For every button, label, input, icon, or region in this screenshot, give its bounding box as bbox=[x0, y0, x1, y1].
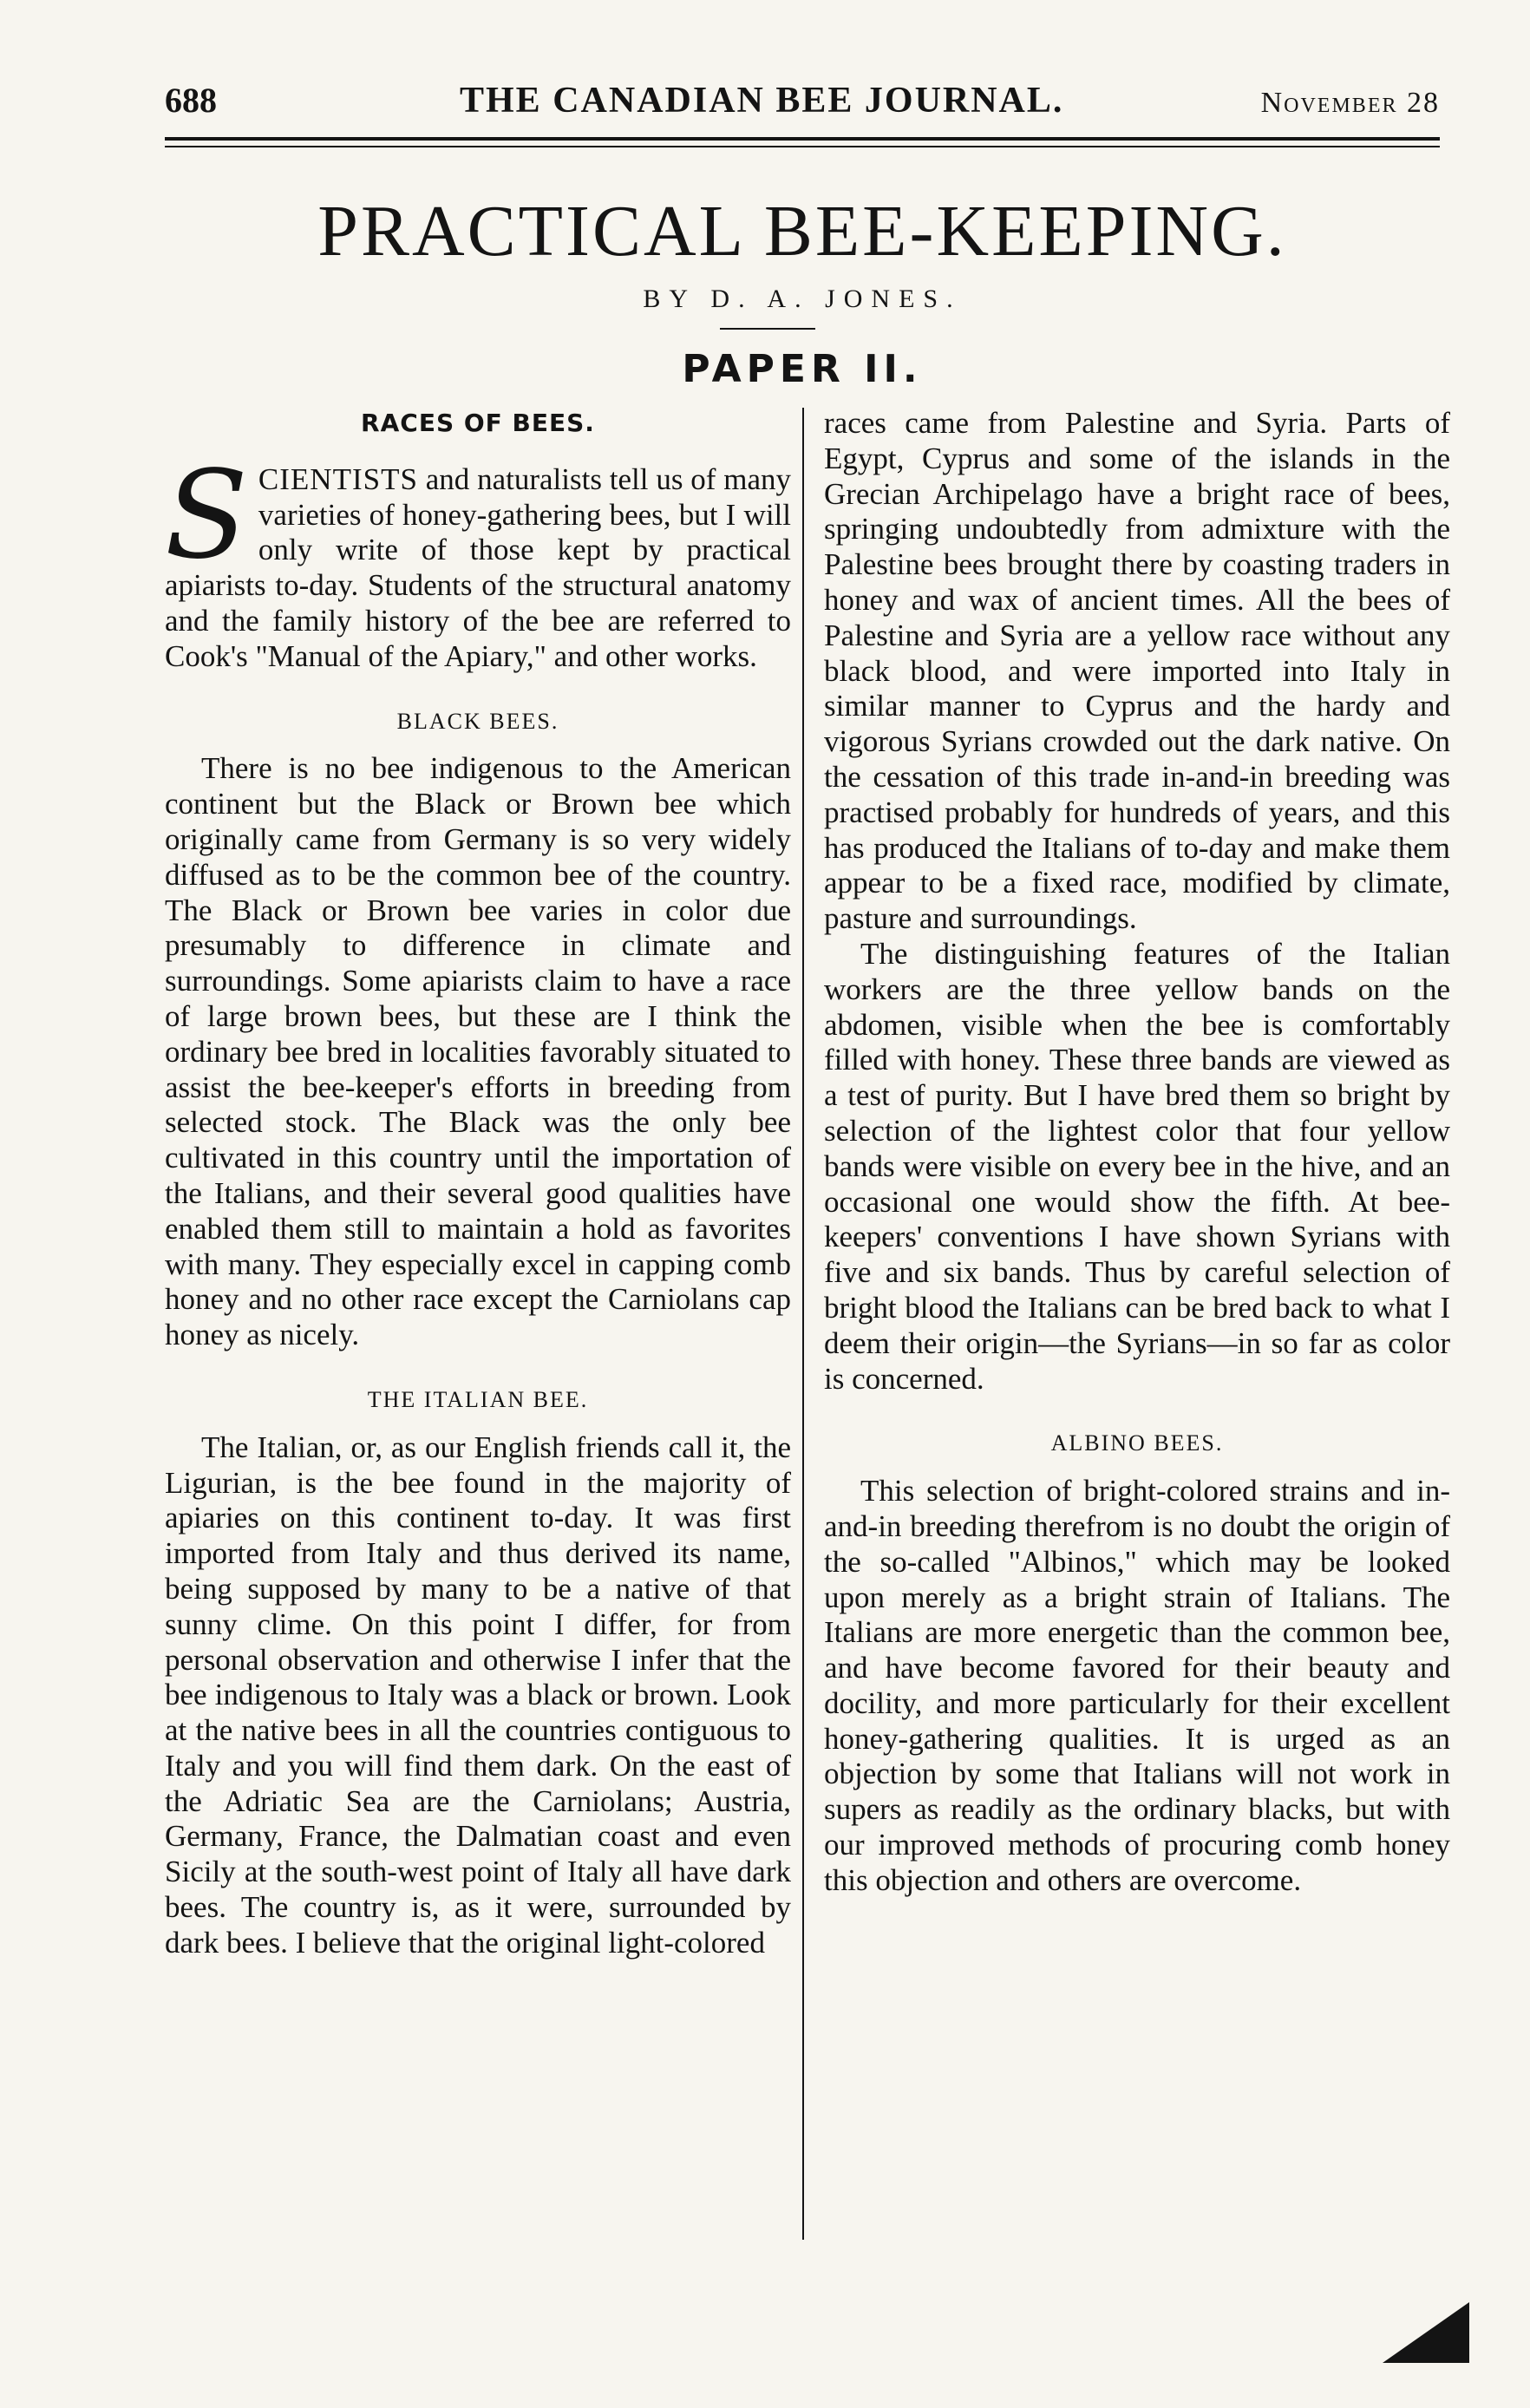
article-title: PRACTICAL BEE-KEEPING. bbox=[317, 191, 1287, 272]
header-rule-thin bbox=[165, 146, 1440, 147]
section-heading-black-bees: BLACK BEES. bbox=[396, 708, 559, 734]
black-bees-paragraph: There is no bee indigenous to the American continent but the Black or Brown bee which originally came from Germany is so very widely diffused as to be the common bee of the country. The Black or Brown bee varies in color due presumably to difference in climate and surroundings. Some apiarists claim to have a race of large brown bees, but these are I think the ordinary bee bred in localities favorably situated to assist the bee-keeper's efforts in breeding from selected stock. The Black was the only bee cultivated in this country until the importation of the Italians, and their several good qualities have enabled them still to maintain a hold as favorites with many. They especially excel in capping comb honey and no other race except the Carniolans cap honey as nicely. bbox=[165, 751, 791, 1352]
column-divider bbox=[802, 408, 804, 2240]
running-header bbox=[165, 80, 1440, 132]
journal-title: THE CANADIAN BEE JOURNAL. bbox=[460, 81, 1064, 121]
italian-continuation-paragraph: races came from Palestine and Syria. Parts of Egypt, Cyprus and some of the islands in the Grecian Archipelago have a bright race of bees, springing undoubtedly from admixture with the Palestine bees brought there by coasting traders in honey and wax of ancient times. All the bees of Palestine and Syria are a yellow race without any black blood, and were imported into Italy in similar manner to Cyprus and the hardy and vigorous Syrians crowded out the dark native. On the cessation of this trade in-and-in breeding was practised probably for hundreds of years, and this has produced the Italians of to-day and make them appear to be a fixed race, modified by climate, pasture and surroundings. bbox=[824, 406, 1450, 936]
byline-rule bbox=[720, 328, 815, 330]
issue-date: November 28 bbox=[1260, 87, 1440, 119]
albino-bees-paragraph: This selection of bright-colored strains and in-and-in breeding therefrom is no doubt the origin of the so-called "Albinos," which may be looked upon merely as a bright strain of Italians. The Italians are more energetic than the common bee, and have become favored for their beauty and docility, and more particularly for their excellent honey-gathering qualities. It is urged as an objection by some that Italians will not work in supers as readily as the ordinary blacks, but with our improved methods of procuring comb honey this objection and others are overcome. bbox=[824, 1474, 1450, 1897]
first-word: CIENTISTS bbox=[258, 461, 418, 496]
page-number: 688 bbox=[165, 81, 217, 120]
section-heading-races: RACES OF BEES. bbox=[361, 409, 595, 437]
races-paragraph bbox=[165, 444, 791, 675]
article-byline: BY D. A. JONES. bbox=[643, 285, 962, 313]
italian-bee-paragraph: The Italian, or, as our English friends call it, the Ligurian, is the bee found in the majority of apiaries on this continent to-day. It was first imported from Italy and thus derived its name, being supposed by many to be a native of that sunny clime. On this point I differ, for from personal observation and otherwise I infer that the bee indigenous to Italy was a black or brown. Look at the native bees in all the countries contiguous to Italy and you will find them dark. On the east of the Adriatic Sea are the Carniolans; Austria, Germany, France, the Dalmatian coast and even Sicily at the south-west point of Italy all have dark bees. The country is, as it were, surrounded by dark bees. I believe that the original light-colored bbox=[165, 1430, 791, 1960]
left-column bbox=[165, 406, 791, 1961]
drop-cap: S bbox=[165, 444, 248, 586]
paper-label: PAPER II. bbox=[682, 347, 923, 391]
page-corner-mark bbox=[1383, 2302, 1469, 2363]
features-paragraph: The distinguishing features of the Italian workers are the three yellow bands on the abdomen, visible when the bee is comfortably filled with honey. These three bands are viewed as a test of purity. But I have bred them so bright by selection of the lightest color that four yellow bands were visible on every bee in the hive, and an occasional one would show the fifth. At bee-keepers' conventions I have shown Syrians with five and six bands. Thus by careful selection of bright blood the Italians can be bred back to what I deem their origin—the Syrians—in so far as color is concerned. bbox=[824, 936, 1450, 1396]
right-column bbox=[824, 406, 1450, 1899]
races-text: and naturalists tell us of many varieties of honey-gathering bees, but I will only write of those kept by practical apiarists to-day. Students of the structural anatomy and the family history of the bee are referred to Cook's "Manual of the Apiary," and other works. bbox=[165, 461, 791, 673]
header-rule-thick bbox=[165, 137, 1440, 141]
section-heading-italian-bee: THE ITALIAN BEE. bbox=[367, 1386, 589, 1412]
section-heading-albino-bees: ALBINO BEES. bbox=[1050, 1430, 1224, 1456]
